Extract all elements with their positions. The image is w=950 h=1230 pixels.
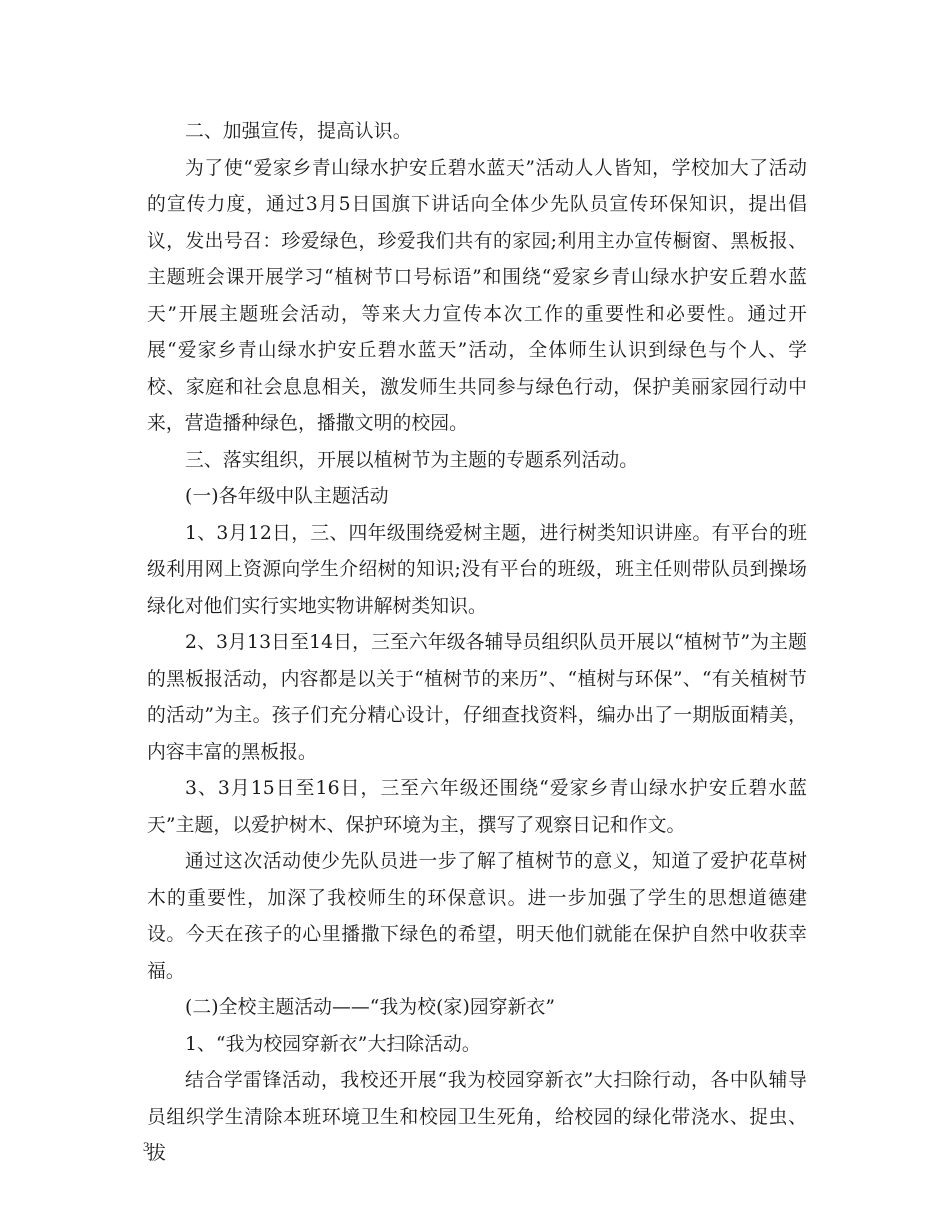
list-item-tree-lecture: 1、3月12日，三、四年级围绕爱树主题，进行树类知识讲座。有平台的班级利用网上资源向学生介绍树的知识;没有平台的班级，班主任则带队员到操场绿化对他们实行实地实物讲解树类知识。 bbox=[147, 522, 807, 617]
section-heading-organization: 三、落实组织，开展以植树节为主题的专题系列活动。 bbox=[185, 449, 639, 471]
body-paragraph-summary: 通过这次活动使少先队员进一步了解了植树节的意义，知道了爱护花草树木的重要性，加深了我校师生的环保意识。进一步加强了学生的思想道德建设。今天在孩子的心里播撒下绿色的希望，明天他们就能在保护自然中收获幸福。 bbox=[147, 851, 807, 982]
body-paragraph-publicity: 为了使“爱家乡青山绿水护安丘碧水蓝天”活动人人皆知，学校加大了活动的宣传力度，通过3月5日国旗下讲话向全体少先队员宣传环保知识，提出倡议，发出号召：珍爱绿色，珍爱我们共有的家园;利用主办宣传橱窗、黑板报、主题班会课开展学习“植树节口号标语”和围绕“爱家乡青山绿水护安丘碧水蓝天”开展主题班会活动，等来大力宣传本次工作的重要性和必要性。通过开展“爱家乡青山绿水护安丘碧水蓝天”活动，全体师生认识到绿色与个人、学校、家庭和社会息息相关，激发师生共同参与绿色行动，保护美丽家园行动中来，营造播种绿色，播撒文明的校园。 bbox=[147, 157, 807, 434]
list-item-cleanup-campaign: 1、“我为校园穿新衣”大扫除活动。 bbox=[185, 1033, 481, 1055]
subsection-heading-school-activities: (二)全校主题活动——“我为校(家)园穿新衣” bbox=[185, 997, 556, 1018]
list-item-blackboard-newspaper: 2、3月13日至14日，三至六年级各辅导员组织队员开展以“植树节”为主题的黑板报活动，内容都是以关于“植树节的来历”、“植树与环保”、“有关植树节的活动”为主。孩子们充分精心设计，仔细查找资料，编办出了一期版面精美，内容丰富的黑板报。 bbox=[147, 632, 807, 763]
body-paragraph-cleanup: 结合学雷锋活动，我校还开展“我为校园穿新衣”大扫除行动，各中队辅导员组织学生清除本班环境卫生和校园卫生死角，给校园的绿化带浇水、捉虫、拔 bbox=[147, 1070, 807, 1164]
list-item-observation-diary: 3、3月15日至16日，三至六年级还围绕“爱家乡青山绿水护安丘碧水蓝天”主题，以爱护树木、保护环境为主，撰写了观察日记和作文。 bbox=[147, 778, 807, 836]
page-number: 3 bbox=[143, 1139, 150, 1154]
document-body bbox=[147, 114, 807, 1173]
section-heading-publicity: 二、加强宣传，提高认识。 bbox=[185, 121, 412, 142]
subsection-heading-grade-activities: (一)各年级中队主题活动 bbox=[185, 486, 389, 507]
